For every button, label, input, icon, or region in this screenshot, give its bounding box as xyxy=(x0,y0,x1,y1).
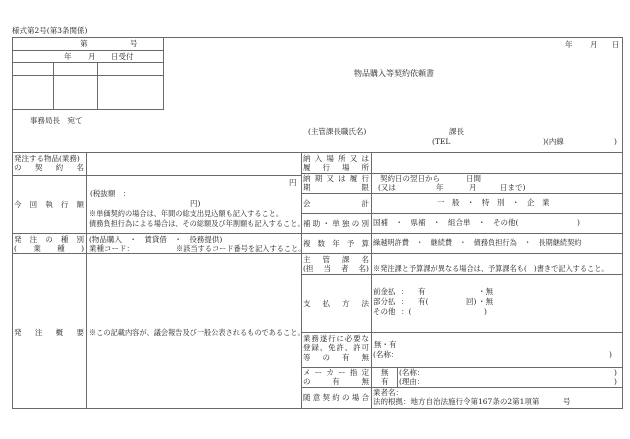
vendor-name-label: 業者名： xyxy=(373,388,403,397)
manager-title: 課長 xyxy=(449,127,464,136)
contract-name-field[interactable] xyxy=(87,153,301,175)
label-line xyxy=(303,353,369,362)
label-char: 又 xyxy=(349,154,358,163)
frame-bottom xyxy=(12,408,623,409)
label-line xyxy=(303,264,369,273)
label-line: 業務遂行に必要な xyxy=(303,334,369,343)
label-char: 場 xyxy=(342,163,350,173)
row-divider xyxy=(12,233,302,234)
advance-payment-colon: ： xyxy=(401,287,409,296)
unit-price-note: ※単価契約の場合は、年間の総支出見込額も記入すること。 xyxy=(89,209,284,218)
partial-payment-no[interactable]: ・無 xyxy=(478,297,493,306)
extension-close: ) xyxy=(614,137,617,146)
label-char: 計 xyxy=(361,199,369,208)
label-line xyxy=(303,174,369,183)
label-char: ー xyxy=(338,368,346,377)
receipt-stamp-cell-1[interactable] xyxy=(13,63,53,75)
other-payment-label: その他 xyxy=(373,307,396,316)
label-line xyxy=(303,183,369,192)
label-char: 所 xyxy=(338,154,346,163)
receipt-divider xyxy=(12,50,164,51)
tax-excluded-close: 円) xyxy=(190,199,201,208)
license-label xyxy=(303,334,369,362)
label-line: 発注する物品(業務) xyxy=(14,154,80,163)
receipt-number-dai: 第 xyxy=(80,39,88,48)
legal-basis-label: 法的根拠：地方自治法施行令第167条の2第1項第 xyxy=(373,397,540,406)
multi-year-label xyxy=(303,239,369,248)
delivery-period-year: 年 xyxy=(436,183,444,192)
department-note: ※発注課と予算課が異なる場合は、予算課名も( )書きで記入すること。 xyxy=(373,264,609,273)
subsidy-close: ) xyxy=(577,218,580,227)
label-char: 概 xyxy=(55,328,64,337)
header-date-year: 年 xyxy=(565,40,573,49)
label-char: 入 xyxy=(314,154,323,163)
label-char: 約 xyxy=(55,163,64,173)
delivery-place-field[interactable] xyxy=(372,153,622,173)
label-char: 所 xyxy=(361,163,369,173)
label-char: の xyxy=(14,163,22,173)
row-divider xyxy=(301,193,623,194)
industry-code-label: 業種コード： xyxy=(89,244,134,253)
header-date-month: 月 xyxy=(590,40,598,49)
partial-payment-colon: ： xyxy=(401,297,409,306)
delivery-place-label xyxy=(303,154,369,173)
label-char: 回 xyxy=(29,200,38,209)
row-divider xyxy=(301,274,623,275)
delivery-period-line1: 契約日の翌日から xyxy=(380,174,440,183)
subsidy-label: 補助・単独の別 xyxy=(303,219,369,228)
label-char: 年 xyxy=(332,239,340,248)
negotiated-contract-label xyxy=(303,393,369,402)
label-line xyxy=(303,377,369,386)
label-char: ( xyxy=(14,244,17,254)
partial-payment-times: 回) xyxy=(466,297,477,306)
order-type-label xyxy=(14,235,84,254)
department-label xyxy=(303,255,369,274)
label-char: 約 xyxy=(332,393,340,402)
label-char: 無 xyxy=(361,377,369,387)
yen-unit: 円 xyxy=(289,178,297,187)
label-char: 要 xyxy=(76,328,84,337)
label-char: 法 xyxy=(361,299,369,308)
label-char: 発 xyxy=(14,235,22,244)
label-char: 履 xyxy=(349,174,358,183)
extension-label: )(内線 xyxy=(543,137,564,146)
maker-yes[interactable]: 有 xyxy=(381,377,389,386)
label-line xyxy=(14,163,84,172)
col-divider xyxy=(371,152,372,408)
legal-basis-go: 号 xyxy=(563,397,571,406)
partial-payment-label: 部分払 xyxy=(373,297,396,306)
label-char: 意 xyxy=(312,393,321,402)
label-char: 主 xyxy=(303,255,311,264)
delivery-period-days: 日間 xyxy=(466,174,481,183)
tax-excluded-label: (税抜額 ： xyxy=(90,189,131,198)
header-date-day: 日 xyxy=(612,40,620,49)
other-payment-close: ) xyxy=(484,307,487,316)
partial-payment-yes[interactable]: 有( xyxy=(418,297,429,306)
receipt-box-right xyxy=(163,37,164,109)
debt-burden-note: 債務負担行為による場合は、その総額及び年割額も記入すること。 xyxy=(89,219,305,228)
other-payment-colon: ：( xyxy=(401,307,412,316)
label-char: は xyxy=(361,154,369,163)
manager-label: (主管課長職氏名) xyxy=(308,127,367,136)
label-char: 履 xyxy=(303,163,311,173)
label-char: 支 xyxy=(303,299,311,308)
label-char: の xyxy=(342,393,350,402)
label-char: 行 xyxy=(60,200,69,209)
label-char: 場 xyxy=(326,154,334,163)
label-char: 行 xyxy=(322,163,330,173)
label-char: 当 xyxy=(323,264,331,274)
label-char: 納 xyxy=(303,154,311,163)
order-type-options[interactable]: (物品購入 ・ 賃貸借 ・ 役務提供) xyxy=(89,235,223,244)
advance-payment-label: 前金払 xyxy=(373,287,396,296)
label-char: 額 xyxy=(76,200,84,209)
label-line xyxy=(303,368,369,377)
label-line xyxy=(303,163,369,172)
label-char: 合 xyxy=(361,393,369,402)
label-char: 行 xyxy=(361,174,369,183)
label-char: 課 xyxy=(342,255,350,264)
label-char: 又 xyxy=(326,174,334,183)
row-divider xyxy=(301,213,623,214)
label-char: 管 xyxy=(322,255,330,264)
delivery-period-until: 日まで) xyxy=(500,183,526,192)
tel-label: (TEL xyxy=(432,137,451,146)
label-line xyxy=(303,154,369,163)
label-char: 等 xyxy=(303,352,311,362)
label-char: の xyxy=(45,235,53,244)
label-line xyxy=(303,255,369,264)
maker-reason-close: ) xyxy=(614,377,617,386)
label-char: 数 xyxy=(317,239,326,248)
label-char: 執 xyxy=(45,200,53,209)
label-char: 契 xyxy=(34,163,43,173)
label-char: 種 xyxy=(60,235,69,244)
industry-code-note: ※該当するコード番号を記入すること。 xyxy=(176,244,306,253)
delivery-period-or: (又は xyxy=(378,183,396,192)
label-char: は xyxy=(338,174,346,183)
label-char: 随 xyxy=(303,393,311,402)
label-char: 契 xyxy=(322,393,330,402)
receipt-month: 月 xyxy=(88,52,96,61)
label-char: 複 xyxy=(303,239,311,248)
label-char: 名 xyxy=(361,255,369,264)
label-char: 会 xyxy=(303,199,311,208)
maker-name-close: ) xyxy=(614,368,617,377)
label-char: 指 xyxy=(349,368,358,377)
license-name-label: (名称： xyxy=(373,350,399,359)
advance-payment-no[interactable]: ・無 xyxy=(478,287,493,296)
label-char: 者 xyxy=(341,264,349,274)
license-name-close: ) xyxy=(609,350,612,359)
label-char: 今 xyxy=(14,200,22,209)
label-char: 期 xyxy=(303,183,311,193)
order-summary-note: ※この記載内容が、議会報告及び一般公表されるものであること。 xyxy=(89,328,305,337)
maker-reason-label: (理由： xyxy=(399,377,425,386)
label-char: 算 xyxy=(361,239,369,248)
label-char: の xyxy=(322,352,330,362)
label-char: 予 xyxy=(346,239,355,248)
label-char: 有 xyxy=(332,377,340,387)
delivery-period-month: 月 xyxy=(469,183,477,192)
label-char: 限 xyxy=(361,183,369,193)
receipt-year: 年 xyxy=(64,52,72,61)
maker-none[interactable]: 無 xyxy=(381,368,389,377)
label-line: 登録、免許、許可 xyxy=(303,343,369,353)
label-char: ー xyxy=(314,368,323,377)
label-char: 注 xyxy=(29,235,38,244)
label-line xyxy=(14,235,84,244)
contract-name-label xyxy=(14,154,84,173)
payment-method-label xyxy=(303,299,369,308)
form-number: 様式第2号(第3条関係) xyxy=(12,26,88,35)
delivery-period-label xyxy=(303,174,369,193)
receipt-stamp-cell-3[interactable] xyxy=(98,63,163,75)
maker-label xyxy=(303,368,369,387)
advance-payment-yes[interactable]: 有 xyxy=(418,287,426,296)
multi-year-options[interactable]: 繰越明許費 ・ 継続費 ・ 債務負担行為 ・ 長期継続契約 xyxy=(373,238,582,247)
subsidy-options[interactable]: 国補 ・ 県補 ・ 組合単 ・ その他( xyxy=(373,218,519,227)
label-char: ) xyxy=(81,244,84,254)
execution-amount-label xyxy=(14,200,84,209)
accounting-label xyxy=(303,199,369,208)
col-divider xyxy=(397,367,398,387)
frame-top xyxy=(12,37,623,38)
license-options[interactable]: 無・有 xyxy=(374,340,397,349)
row-divider xyxy=(301,387,623,388)
receipt-seal-cell-3[interactable] xyxy=(98,76,163,109)
document-title: 物品購入等契約依頼書 xyxy=(354,69,434,78)
row-divider xyxy=(301,253,623,254)
label-char: 名 xyxy=(76,163,84,173)
label-char: (担 xyxy=(303,264,314,274)
label-char: 納 xyxy=(303,174,311,183)
label-char: 有 xyxy=(342,352,350,362)
label-char: 注 xyxy=(34,328,43,337)
receipt-stamp-cell-2[interactable] xyxy=(54,63,97,75)
maker-name-label: (名称： xyxy=(399,368,425,377)
label-line xyxy=(14,244,84,253)
label-char: の xyxy=(303,377,311,387)
label-char: 無 xyxy=(361,352,369,362)
label-char: 払 xyxy=(322,299,330,308)
col-divider xyxy=(301,152,302,408)
label-char: カ xyxy=(326,368,334,377)
row-divider xyxy=(301,332,623,333)
accounting-options[interactable]: 一 般 ・ 特 別 ・ 企 業 xyxy=(437,198,550,207)
label-char: 種 xyxy=(57,244,65,254)
label-char: 方 xyxy=(342,299,350,308)
receipt-number-go: 号 xyxy=(130,39,138,48)
receipt-day-received: 日受付 xyxy=(111,52,134,61)
label-char: 場 xyxy=(351,393,360,402)
receipt-seal-cell-1[interactable] xyxy=(13,76,53,109)
receipt-divider xyxy=(12,109,164,110)
label-char: 定 xyxy=(361,368,369,377)
frame-right xyxy=(622,37,623,409)
label-char: 業 xyxy=(33,244,41,254)
receipt-seal-cell-2[interactable] xyxy=(54,76,97,109)
label-char: 名) xyxy=(358,264,369,274)
label-char: メ xyxy=(303,368,311,377)
label-char: 期 xyxy=(314,174,323,183)
addressee: 事務局長 宛て xyxy=(30,116,83,125)
label-char: 発 xyxy=(14,328,22,337)
row-divider xyxy=(301,233,623,234)
label-char: 別 xyxy=(76,235,84,244)
order-summary-label xyxy=(14,328,84,337)
